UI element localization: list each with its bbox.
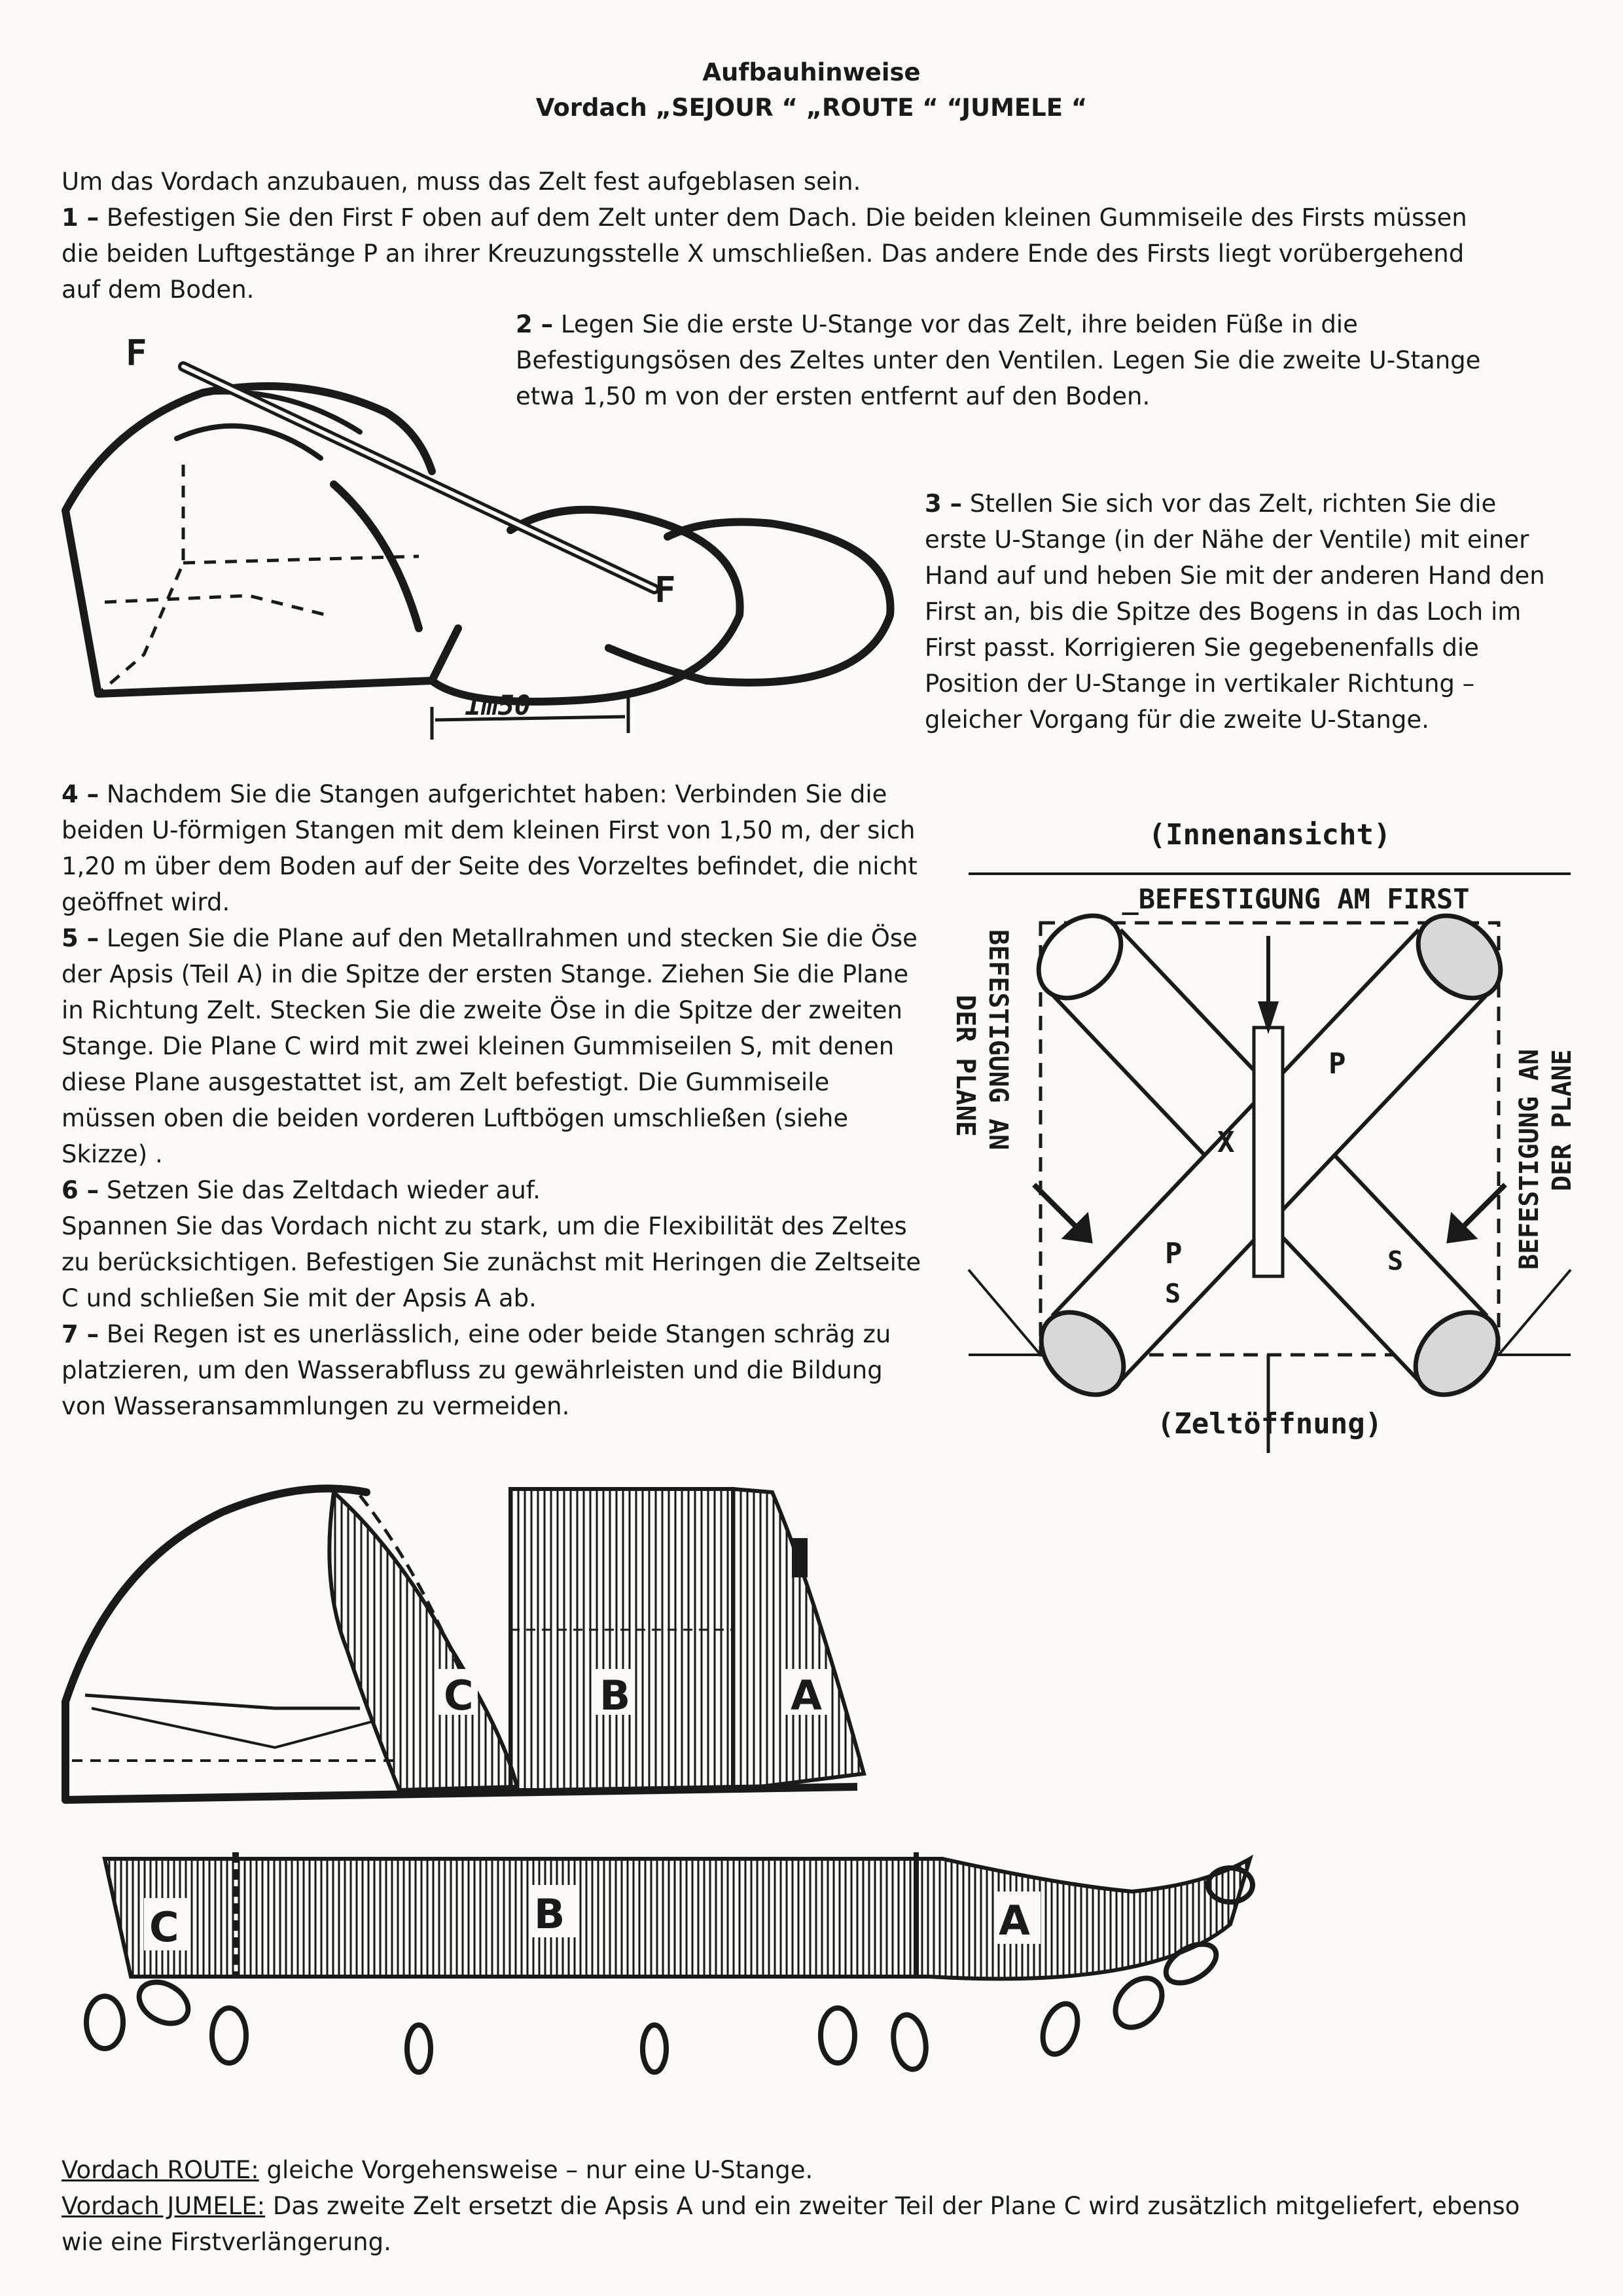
label-right-attachment-2: DER PLANE <box>1547 1049 1577 1191</box>
step-1 <box>62 200 1501 308</box>
caption-tent-opening: (Zeltöffnung) <box>1156 1407 1383 1441</box>
note-jumele-text: Das zweite Zelt ersetzt die Apsis A und ein zweiter Teil der Plane C wird zusätzlich mitgeliefert, ebenso wie eine Firstverlängerung. <box>62 2192 1520 2256</box>
step-2-number: 2 – <box>516 310 554 338</box>
step-5-text: Legen Sie die Plane auf den Metallrahmen und stecken Sie die Öse der Apsis (Teil A) in die Spitze der ersten Stange. Ziehen Sie die Plane in Richtung Zelt. Stecken Sie die zweite Öse in die Spitze der zweiten Stange. Die Plane C wird mit zwei kleinen Gummiseilen S, mit denen diese Plane ausgestattet ist, am Zelt befestigt. Die Gummiseile müssen oben die beiden vorderen Luftbögen umschließen (siehe Skizze) . <box>62 924 918 1168</box>
step-4-number: 4 – <box>62 780 99 808</box>
title-line-1: Aufbauhinweise <box>702 58 921 86</box>
tarp-label-c: C <box>149 1903 179 1951</box>
step-2-text: Legen Sie die erste U-Stange vor das Zelt, ihre beiden Füße in die Befestigungsösen des Zeltes unter den Ventilen. Legen Sie die zweite U-Stange etwa 1,50 m von der ersten entfernt auf den Boden. <box>516 310 1481 410</box>
figure-interior-view <box>950 812 1584 1453</box>
step-7-text: Bei Regen ist es unerlässlich, eine oder beide Stangen schräg zu platzieren, um den Wasserabfluss zu gewährleisten und die Bildung von Wasseransammlungen zu vermeiden. <box>62 1320 891 1420</box>
step-5 <box>62 920 925 1172</box>
step-6-extra: Spannen Sie das Vordach nicht zu stark, um die Flexibilität des Zeltes zu berücksichtigen. Befestigen Sie zunächst mit Heringen die Zeltseite C und schließen Sie mit der Apsis A ab. <box>62 1212 921 1312</box>
tarp-label-a: A <box>999 1897 1030 1945</box>
note-route-text: gleiche Vorgehensweise – nur eine U-Stange. <box>259 2156 813 2184</box>
label-c: C <box>444 1672 474 1719</box>
note-jumele <box>62 2188 1541 2260</box>
tarp-label-b: B <box>534 1890 565 1938</box>
step-1-number: 1 – <box>62 204 99 232</box>
label-x: X <box>1217 1126 1235 1159</box>
label-a: A <box>791 1672 822 1719</box>
caption-interior: (Innenansicht) <box>1148 818 1391 852</box>
label-s-left: S <box>1165 1279 1181 1309</box>
label-p-left: P <box>1165 1237 1183 1270</box>
note-route <box>62 2152 1541 2188</box>
step-6-text: Setzen Sie das Zeltdach wieder auf. <box>99 1176 541 1204</box>
steps-4-to-7 <box>62 776 925 1424</box>
label-p-right: P <box>1329 1047 1346 1081</box>
label-s-right: S <box>1387 1246 1404 1276</box>
u-pole-1 <box>432 510 740 702</box>
step-5-number: 5 – <box>62 924 99 952</box>
panel-c <box>329 1492 517 1790</box>
step-7 <box>62 1316 925 1424</box>
step-7-number: 7 – <box>62 1320 99 1348</box>
label-ridge-attachment: _BEFESTIGUNG AM FIRST <box>1122 883 1470 915</box>
footer-notes <box>62 2152 1541 2260</box>
tarp-body <box>105 1859 1250 1979</box>
page-title <box>0 55 1623 126</box>
step-3-text: Stellen Sie sich vor das Zelt, richten Sie die erste U-Stange (in der Nähe der Ventile) mit einer Hand auf und heben Sie mit der anderen Hand den First an, bis die Spitze des Bogens in das Loch im First passt. Korrigieren Sie gegebenenfalls die Position der U-Stange in vertikaler Richtung – gleicher Vorgang für die zweite U-Stange. <box>925 490 1545 734</box>
label-right-attachment-1: BEFESTIGUNG AN <box>1514 1049 1544 1270</box>
panel-b <box>510 1489 733 1790</box>
label-left-attachment-2: DER PLANE <box>950 995 980 1137</box>
note-route-label: Vordach ROUTE: <box>62 2156 259 2184</box>
figure-awning-side-view <box>59 1433 897 1813</box>
step-4-text: Nachdem Sie die Stangen aufgerichtet haben: Verbinden Sie die beiden U-förmigen Stangen mit dem kleinen First von 1,50 m, der sich 1,20 m über dem Boden auf der Seite des Vorzeltes befindet, die nicht geöffnet wird. <box>62 780 918 916</box>
u-pole-2 <box>609 522 891 683</box>
label-f-top: F <box>126 332 147 374</box>
dimension-label: 1m50 <box>465 689 531 721</box>
step-3 <box>925 486 1553 738</box>
note-jumele-label: Vordach JUMELE: <box>62 2192 266 2220</box>
step-4 <box>62 776 925 920</box>
figure-tarp-flat <box>79 1846 1309 2068</box>
figure-tent-ridge-diagram <box>52 332 916 746</box>
panel-a <box>733 1489 864 1790</box>
intro-block <box>62 164 1501 308</box>
label-b: B <box>599 1672 631 1719</box>
label-f-bottom: F <box>654 569 676 611</box>
intro-text: Um das Vordach anzubauen, muss das Zelt fest aufgeblasen sein. <box>62 168 861 196</box>
step-3-number: 3 – <box>925 490 963 518</box>
step-1-text: Befestigen Sie den First F oben auf dem Zelt unter dem Dach. Die beiden kleinen Gummiseile des Firsts müssen die beiden Luftgestänge P an ihrer Kreuzungsstelle X umschließen. Das andere Ende des Firsts liegt vorübergehend auf dem Boden. <box>62 204 1467 304</box>
title-line-2: Vordach „SEJOUR “ „ROUTE “ “JUMELE “ <box>535 94 1088 122</box>
step-6 <box>62 1172 925 1208</box>
label-left-attachment-1: BEFESTIGUNG AN <box>983 929 1013 1151</box>
step-6-number: 6 – <box>62 1176 99 1204</box>
